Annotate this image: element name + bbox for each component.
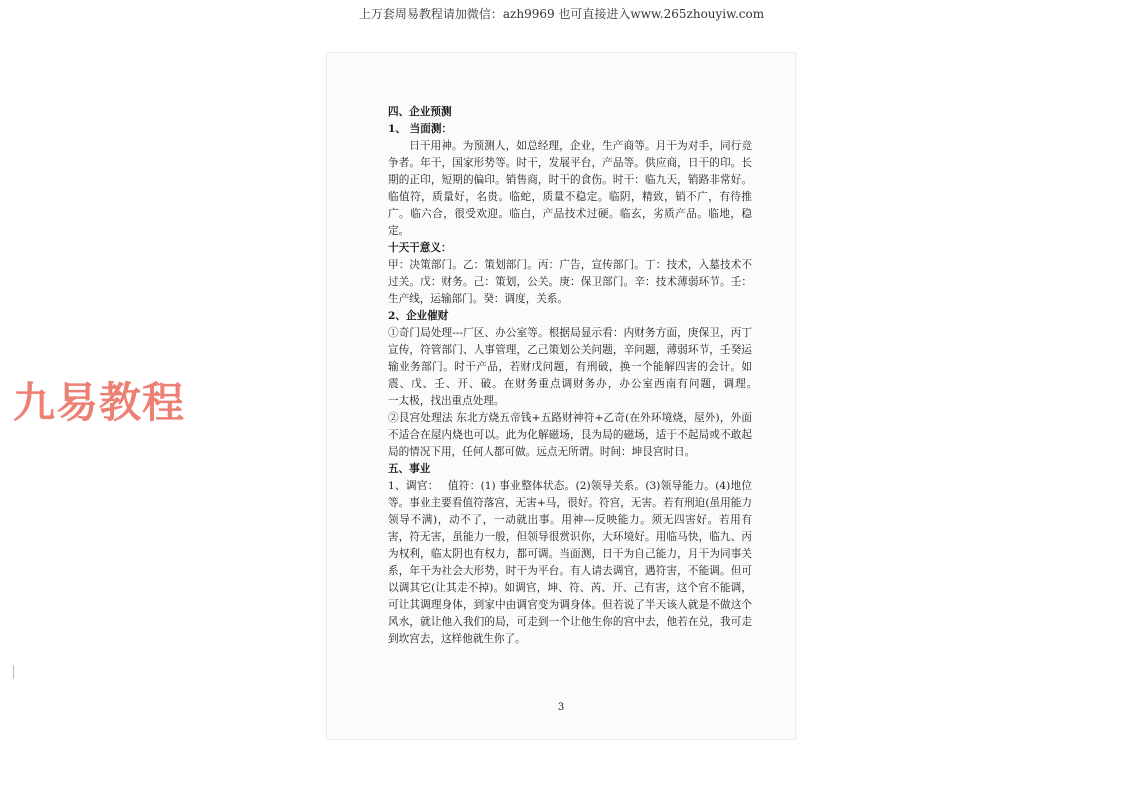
subsection-heading: 2、企业催财 [388,310,449,322]
header-banner: 上万套周易教程请加微信：azh9969 也可直接进入www.265zhouyiw.com [358,7,765,21]
body-paragraph: 1、调官： 值符：(1) 事业整体状态。(2)领导关系。(3)领导能力。(4)地位等。事业主要看值符落宫，无害+马，很好。符宫，无害。若有刑迫(虽用能力领导不满)，动不了，一动就出事。用神---反映能力。须无四害好。若用有害，符无害，虽能力一般，但领导很赏识你，大环境好。用临马快，临九、丙为权利，临太阴也有权力，都可调。当面测，日干为自己能力，月干为同事关系，年干为社会大形势，时干为平台。有人请去调官，遇符害，不能调。但可以调其它(让其走不掉)。如调官，坤、符、芮、开、己有害，这个官不能调，可让其调理身体，到家中由调官变为调身体。但若说了半天该人就是不做这个风水，就让他入我们的局，可走到一个让他生你的宫中去，他若在兑，我可走到坎宫去，这样他就生你了。 [388,480,752,645]
section-heading: 四、企业预测 [388,106,452,118]
scan-mark [13,665,14,679]
document-page [326,52,796,740]
body-paragraph: ①奇门局处理---厂区、办公室等。根据局显示看：内财务方面，庚保卫，丙丁宣传，符管部门、人事管理，乙己策划公关问题，辛问题，薄弱环节，壬癸运输业务部门。时干产品，若财戊问题，有刑破，换一个能解四害的会计。如震、戊、壬、开、破。在财务重点调财务办，办公室西南有问题，调理。 一太极，找出重点处理。 [388,327,795,407]
body-paragraph: ②艮宫处理法 东北方烧五帝钱+五路财神符+乙奇(在外环境烧，屋外)，外面不适合在屋内烧也可以。此为化解磁场，艮为局的磁场，适于不起局或不敢起局的情况下用，任何人都可做。远点无所谓。时间：坤艮宫时日。 [388,412,752,458]
watermark-logo: 九易教程 [13,378,186,427]
page-content [388,104,795,648]
body-paragraph: 甲：决策部门。乙：策划部门。丙：广告，宣传部门。丁：技术，入墓技术不过关。戊：财务。己：策划，公关。庚：保卫部门。辛：技术薄弱环节。壬：生产线，运输部门。癸：调度，关系。 [388,259,752,305]
page-number: 3 [557,702,565,713]
body-paragraph: 日干用神。为预测人，如总经理，企业，生产商等。月干为对手，同行竞争者。年干，国家形势等。时干，发展平台，产品等。供应商，日干的印。长期的正印，短期的偏印。销售商，时干的食伤。时干：临九天，销路非常好。临值符，质量好，名贵。临蛇，质量不稳定。临阴，精致，销不广，有待推广。临六合，很受欢迎。临白，产品技术过硬。临玄，劣质产品。临地，稳定。 [388,140,752,237]
subsection-heading: 十天干意义： [388,242,452,254]
subsection-heading: 1、 当面测： [388,123,453,135]
section-heading: 五、事业 [388,463,431,475]
